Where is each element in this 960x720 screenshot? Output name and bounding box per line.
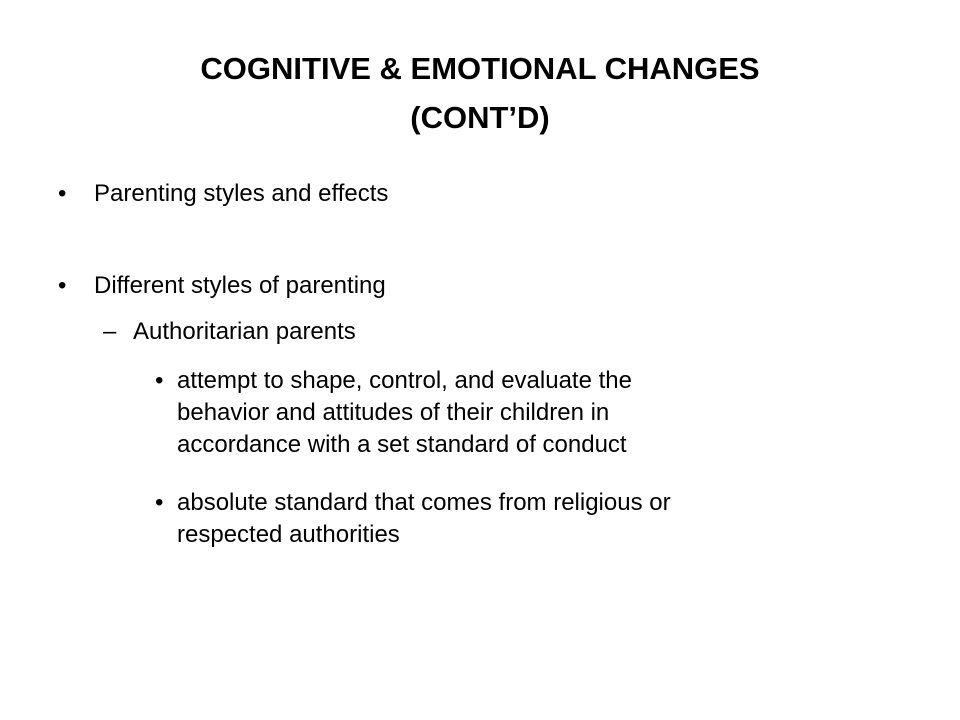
bullet-marker: •	[58, 180, 67, 207]
bullet-text: Different styles of parenting	[94, 272, 386, 299]
bullet-text: Parenting styles and effects	[94, 180, 389, 207]
slide-title	[0, 44, 960, 142]
text-line: absolute standard that comes from religious or	[177, 489, 671, 516]
sub-bullet-text: Authoritarian parents	[133, 318, 356, 345]
bullet-marker: •	[155, 489, 164, 516]
bullet-marker: •	[58, 272, 67, 299]
dash-marker: –	[103, 318, 117, 345]
sub-sub-bullet-text	[177, 365, 847, 461]
text-line: respected authorities	[177, 521, 400, 548]
slide-title-line-2: (CONT’D)	[410, 100, 550, 135]
sub-sub-bullet-text	[177, 487, 847, 551]
text-line: behavior and attitudes of their children in	[177, 399, 610, 426]
text-line: accordance with a set standard of conduct	[177, 431, 627, 458]
bullet-marker: •	[155, 367, 164, 394]
text-line: attempt to shape, control, and evaluate the	[177, 367, 632, 394]
slide-title-line-1: COGNITIVE & EMOTIONAL CHANGES	[200, 51, 760, 86]
